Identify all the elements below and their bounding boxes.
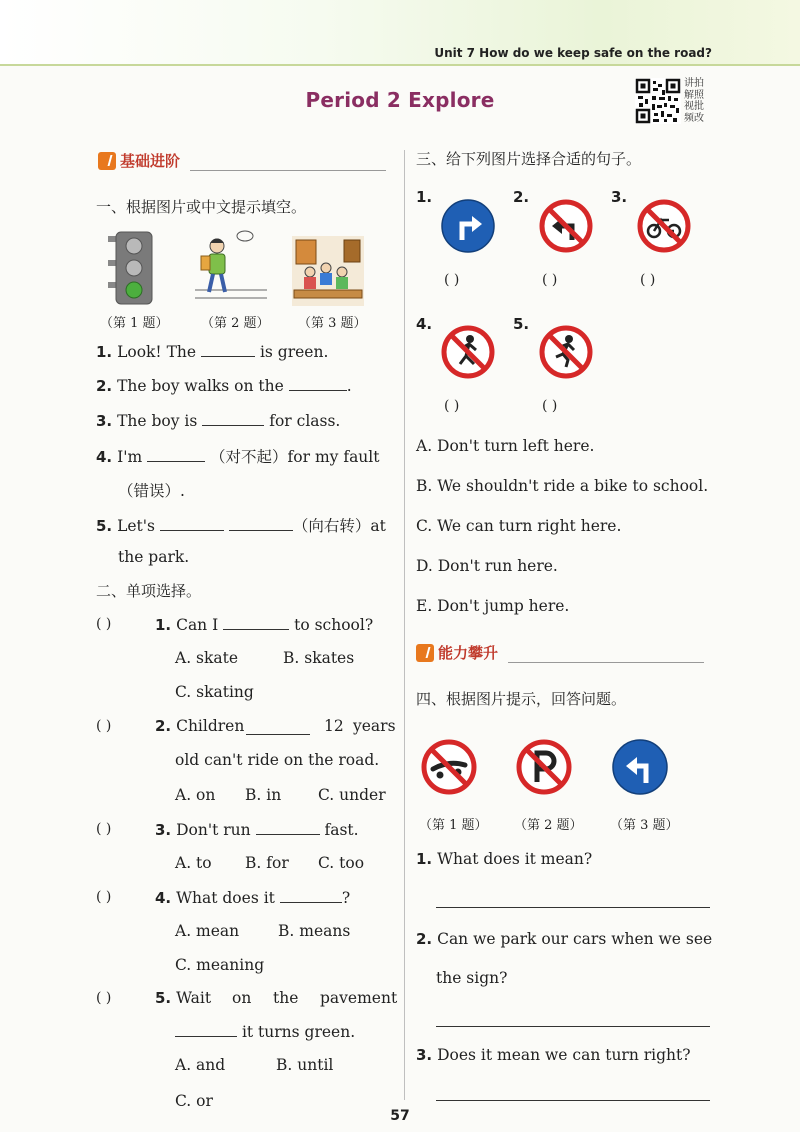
- mc-question-1: [155, 615, 373, 634]
- sign-number: 2.: [513, 188, 530, 206]
- mc-question-2: [155, 717, 244, 735]
- answer-parentheses[interactable]: ( ): [96, 990, 112, 1006]
- item-text: （向右转）at: [292, 517, 386, 535]
- item-text: on: [232, 989, 252, 1007]
- item-text: The boy walks on the: [117, 377, 284, 395]
- option-b: B. means: [278, 922, 351, 940]
- mc-question-5: [155, 989, 211, 1007]
- image-caption: （第 3 题）: [610, 818, 679, 833]
- answer-blank[interactable]: [147, 447, 205, 462]
- item-text: What does it: [176, 889, 275, 907]
- option-c: C. or: [175, 1092, 213, 1110]
- item-text: pavement: [320, 989, 398, 1007]
- section-label: 基础进阶: [120, 152, 181, 170]
- answer-blank[interactable]: [223, 615, 289, 630]
- item-text: The boy is: [117, 412, 198, 430]
- item-number: 2.: [416, 930, 433, 948]
- item-text-continued-row: [175, 1022, 355, 1041]
- item-number: 2.: [96, 377, 113, 395]
- classroom-image: [292, 236, 364, 306]
- column-divider: [404, 150, 405, 1100]
- answer-parentheses[interactable]: ( ): [444, 272, 460, 288]
- answer-parentheses[interactable]: ( ): [96, 718, 112, 734]
- section-rule: [508, 662, 704, 663]
- item-text-continued: old can't ride on the road.: [175, 751, 380, 769]
- item-text: （对不起）for my fault: [210, 448, 380, 466]
- fill-item-3: [96, 411, 340, 430]
- answer-blank[interactable]: [280, 888, 342, 903]
- answer-blank[interactable]: [201, 342, 255, 357]
- section-icon: [416, 644, 434, 662]
- qr-code-icon[interactable]: [635, 78, 681, 124]
- section-rule: [190, 170, 386, 171]
- item-text: fast.: [324, 821, 359, 839]
- fill-item-4: [96, 445, 379, 467]
- turn-right-sign-icon: [440, 198, 496, 254]
- qa-question-2: [416, 930, 712, 948]
- no-parking-sign-icon: [515, 738, 573, 796]
- item-text: Can we park our cars when we see: [437, 930, 713, 948]
- option-c: C. meaning: [175, 956, 265, 974]
- answer-blank[interactable]: [175, 1022, 237, 1037]
- answer-parentheses[interactable]: ( ): [542, 272, 558, 288]
- section-icon: [98, 152, 116, 170]
- fill-item-5: [96, 514, 386, 536]
- item-text: Let's: [117, 517, 155, 535]
- answer-line[interactable]: [436, 1026, 710, 1027]
- answer-blank[interactable]: [256, 820, 320, 835]
- image-caption: （第 2 题）: [201, 316, 270, 331]
- item-text-continued: the park.: [118, 548, 190, 566]
- page-number: 57: [390, 1108, 410, 1124]
- item-text: years: [353, 717, 396, 735]
- answer-parentheses[interactable]: ( ): [96, 889, 112, 905]
- item-number: 5.: [155, 989, 172, 1007]
- boy-walking-image: [195, 228, 267, 306]
- option-a: A. to: [175, 854, 212, 872]
- qr-caption-line: 解照: [684, 89, 704, 101]
- section-basic: [98, 150, 180, 171]
- item-text: for class.: [269, 412, 341, 430]
- option-b: B. skates: [283, 649, 355, 667]
- item-number: 3.: [155, 821, 172, 839]
- item-text: Look! The: [117, 343, 197, 361]
- item-text-continued: （错误）.: [118, 482, 185, 500]
- mc-question-4: [155, 888, 350, 907]
- sign-number: 5.: [513, 315, 530, 333]
- item-text-continued: the sign?: [436, 969, 508, 987]
- option-e: E. Don't jump here.: [416, 597, 570, 615]
- no-bicycle-sign-icon: [636, 198, 692, 254]
- section-advanced: [416, 642, 498, 663]
- sign-number: 1.: [416, 188, 433, 206]
- fill-item-2: [96, 376, 352, 395]
- answer-blank[interactable]: [229, 516, 293, 531]
- option-c: C. too: [318, 854, 365, 872]
- answer-parentheses[interactable]: ( ): [542, 398, 558, 414]
- no-running-sign-icon: [538, 324, 594, 380]
- item-text: to school?: [294, 616, 374, 634]
- item-number: 3.: [96, 412, 113, 430]
- item-number: 1.: [416, 850, 433, 868]
- option-c: C. skating: [175, 683, 254, 701]
- no-left-turn-sign-icon: [538, 198, 594, 254]
- item-text: Can I: [176, 616, 219, 634]
- item-text: Does it mean we can turn right?: [437, 1046, 691, 1064]
- part4-heading: 四、根据图片提示，回答问题。: [416, 690, 627, 708]
- answer-blank[interactable]: [202, 411, 264, 426]
- option-a: A. and: [175, 1056, 226, 1074]
- answer-parentheses[interactable]: ( ): [444, 398, 460, 414]
- item-text: Wait: [176, 989, 212, 1007]
- item-number: 4.: [96, 448, 113, 466]
- answer-blank[interactable]: [160, 516, 224, 531]
- option-b: B. in: [245, 786, 282, 804]
- sign-number: 4.: [416, 315, 433, 333]
- item-text: .: [346, 377, 352, 395]
- qr-caption: [684, 78, 710, 124]
- no-jumping-sign-icon: [440, 324, 496, 380]
- answer-blank[interactable]: [289, 376, 347, 391]
- part2-heading: 二、单项选择。: [96, 582, 202, 600]
- item-number: 5.: [96, 517, 113, 535]
- option-a: A. mean: [175, 922, 240, 940]
- qa-question-1: [416, 850, 592, 868]
- image-caption: （第 2 题）: [514, 818, 583, 833]
- sign-number: 3.: [611, 188, 628, 206]
- no-skateboard-sign-icon: [420, 738, 478, 796]
- image-caption: （第 1 题）: [419, 818, 488, 833]
- answer-parentheses[interactable]: ( ): [96, 616, 112, 632]
- item-text: 12: [324, 717, 344, 735]
- option-a: A. skate: [175, 649, 239, 667]
- part1-heading: 一、根据图片或中文提示填空。: [96, 198, 307, 216]
- option-b: B. for: [245, 854, 289, 872]
- option-a: A. Don't turn left here.: [416, 437, 595, 455]
- option-c: C. We can turn right here.: [416, 517, 622, 535]
- answer-parentheses[interactable]: ( ): [96, 821, 112, 837]
- header-rule: [0, 64, 800, 66]
- qr-caption-line: 讲拍: [684, 78, 704, 89]
- item-text: is green.: [259, 343, 329, 361]
- qa-question-3: [416, 1046, 691, 1064]
- item-text: Don't run: [176, 821, 251, 839]
- item-number: 4.: [155, 889, 172, 907]
- option-b: B. We shouldn't ride a bike to school.: [416, 477, 709, 495]
- item-number: 2.: [155, 717, 172, 735]
- section-label: 能力攀升: [438, 644, 499, 662]
- item-text: the: [273, 989, 299, 1007]
- answer-line[interactable]: [436, 1100, 710, 1101]
- image-caption: （第 3 题）: [298, 316, 367, 331]
- page-title: Period 2 Explore: [305, 88, 495, 112]
- item-text: What does it mean?: [437, 850, 593, 868]
- fill-item-1: [96, 342, 328, 361]
- part3-heading: 三、给下列图片选择合适的句子。: [416, 150, 642, 168]
- item-text: I'm: [117, 448, 143, 466]
- item-number: 1.: [155, 616, 172, 634]
- answer-parentheses[interactable]: ( ): [640, 272, 656, 288]
- image-caption: （第 1 题）: [100, 316, 169, 331]
- item-text: ?: [341, 889, 351, 907]
- item-text-continued: it turns green.: [241, 1023, 356, 1041]
- option-b: B. until: [276, 1056, 334, 1074]
- answer-blank[interactable]: [246, 720, 310, 735]
- item-text: Children: [176, 717, 245, 735]
- turn-left-sign-icon: [611, 738, 669, 796]
- mc-question-3: [155, 820, 359, 839]
- qr-caption-line: 频改: [684, 112, 704, 124]
- traffic-light-image: [108, 230, 158, 306]
- qr-caption-line: 视批: [684, 101, 704, 112]
- unit-header: Unit 7 How do we keep safe on the road?: [434, 46, 712, 60]
- option-a: A. on: [175, 786, 216, 804]
- item-number: 1.: [96, 343, 113, 361]
- answer-line[interactable]: [436, 907, 710, 908]
- option-c: C. under: [318, 786, 386, 804]
- option-d: D. Don't run here.: [416, 557, 558, 575]
- item-number: 3.: [416, 1046, 433, 1064]
